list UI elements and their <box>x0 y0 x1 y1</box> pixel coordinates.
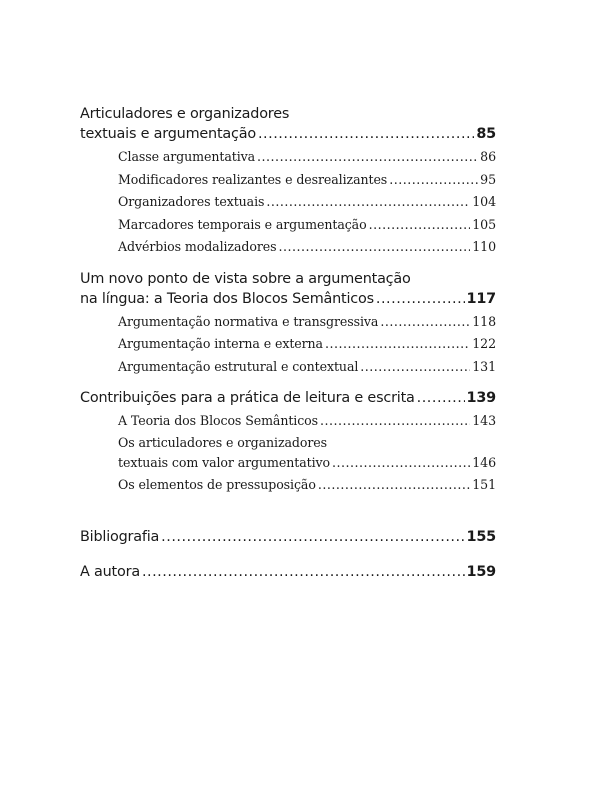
subsection-page-number: 110 <box>472 239 496 254</box>
dot-leader <box>320 410 470 433</box>
subsection-entry[interactable] <box>118 333 496 356</box>
chapter-page-number: 117 <box>466 290 496 307</box>
subsection-entry[interactable] <box>118 410 496 433</box>
subsection-title: A Teoria dos Blocos Semânticos <box>118 413 319 428</box>
subsection-entry[interactable] <box>118 311 496 334</box>
dot-leader <box>369 214 471 237</box>
subsection-title: Os elementos de pressuposição <box>118 477 316 492</box>
subsection-entry-multiline[interactable] <box>118 433 496 475</box>
dot-leader <box>278 236 470 259</box>
subsection-page-number: 143 <box>472 413 496 428</box>
subsection-title: Classe argumentativa <box>118 149 256 164</box>
subsection-page-number: 105 <box>472 216 496 232</box>
subsection-list <box>80 410 496 497</box>
subsection-page-number: 146 <box>472 454 496 470</box>
table-of-contents <box>80 104 496 582</box>
back-matter-page-number: 159 <box>466 563 496 580</box>
back-matter-author[interactable] <box>80 562 496 582</box>
chapter-title-line-2: textuais e argumentação <box>80 126 256 142</box>
dot-leader <box>360 356 470 379</box>
subsection-title: Argumentação estrutural e contextual <box>118 358 359 374</box>
chapter-entry[interactable] <box>80 269 496 309</box>
back-matter-title: A autora <box>80 563 140 580</box>
dot-leader <box>258 124 474 144</box>
subsection-entry[interactable] <box>118 236 496 259</box>
subsection-title-line-1: Os articuladores e organizadores <box>118 434 327 450</box>
subsection-entry[interactable] <box>118 214 496 237</box>
subsection-title-line-2: textuais com valor argumentativo <box>118 454 330 470</box>
back-matter-title: Bibliografia <box>80 528 160 545</box>
dot-leader <box>380 311 470 334</box>
subsection-title: Organizadores textuais <box>118 194 265 209</box>
subsection-title: Marcadores temporais e argumentação <box>118 216 367 232</box>
chapter-page-number: 85 <box>476 126 496 142</box>
subsection-title: Advérbios modalizadores <box>118 239 277 254</box>
dot-leader <box>417 388 465 408</box>
chapter-title-line-1: Articuladores e organizadores <box>80 106 290 122</box>
subsection-page-number: 131 <box>472 358 496 374</box>
chapter-entry[interactable] <box>80 104 496 144</box>
toc-section-1 <box>80 104 496 259</box>
subsection-list <box>80 311 496 379</box>
subsection-title: Argumentação interna e externa <box>118 336 323 351</box>
subsection-entry[interactable] <box>118 474 496 497</box>
subsection-entry[interactable] <box>118 191 496 214</box>
dot-leader <box>332 452 470 475</box>
toc-section-2 <box>80 269 496 379</box>
subsection-page-number: 86 <box>480 149 496 164</box>
dot-leader <box>389 169 478 192</box>
subsection-page-number: 104 <box>472 194 496 209</box>
dot-leader <box>318 474 470 497</box>
subsection-title: Argumentação normativa e transgressiva <box>118 313 379 329</box>
subsection-list <box>80 146 496 259</box>
chapter-title-line-1: Um novo ponto de vista sobre a argumentação <box>80 270 411 287</box>
dot-leader <box>161 527 464 547</box>
subsection-page-number: 118 <box>472 313 496 329</box>
subsection-title: Modificadores realizantes e desrealizantes <box>118 171 388 187</box>
subsection-page-number: 95 <box>480 171 496 187</box>
back-matter-page-number: 155 <box>466 528 496 545</box>
subsection-entry[interactable] <box>118 146 496 169</box>
subsection-entry[interactable] <box>118 169 496 192</box>
subsection-page-number: 122 <box>472 336 496 351</box>
dot-leader <box>142 562 465 582</box>
subsection-page-number: 151 <box>472 477 496 492</box>
chapter-title: Contribuições para a prática de leitura e escrita <box>80 390 415 406</box>
toc-section-3 <box>80 388 496 497</box>
dot-leader <box>325 333 470 356</box>
chapter-page-number: 139 <box>466 390 496 406</box>
chapter-entry[interactable] <box>80 388 496 408</box>
dot-leader <box>257 146 478 169</box>
subsection-entry[interactable] <box>118 356 496 379</box>
dot-leader <box>266 191 470 214</box>
dot-leader <box>376 289 465 309</box>
chapter-title-line-2: na língua: a Teoria dos Blocos Semânticos <box>80 290 374 307</box>
back-matter-bibliography[interactable] <box>80 527 496 547</box>
